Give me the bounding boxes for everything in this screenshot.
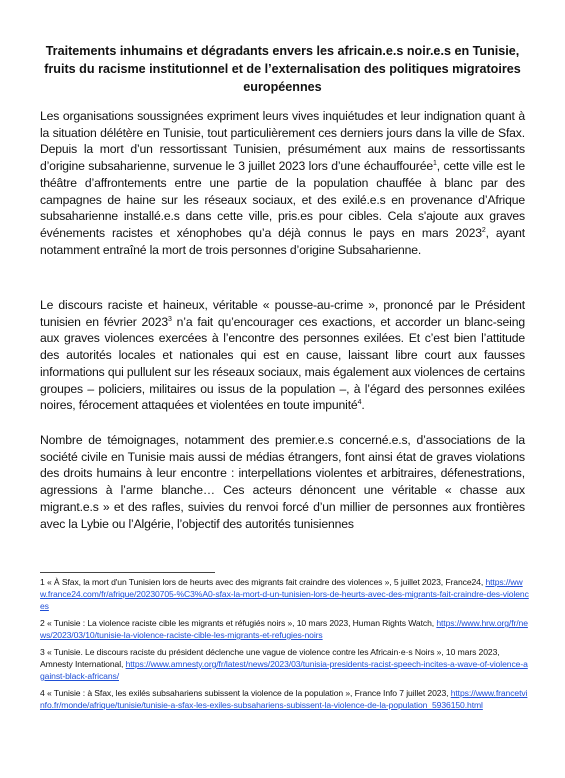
footnote-ref-2[interactable]: 2 <box>481 226 486 234</box>
footnote-3-text: 3 « Tunisie. Le discours raciste du président déclenche une vague de violence contre les Africain·e·s Noirs », 10 mars 2023, Amnesty International, <box>40 647 500 669</box>
paragraph-2-part-b: n’a fait qu’encourager ces exactions, et accorder un blanc-seing aux graves violences exercées à l’encontre des personnes exilées. Et c’est bien l’attitude des autorités locales et nationales qui est en cause, laissant libre court aux fausses informations qui pullulent sur les réseaux sociaux, mais également aux violences de certains groupes – policiers, militaires ou issus de la population –, à l’égard des personnes exilées noires, férocement attaquées et violentées en toute impunité <box>40 314 525 413</box>
footnote-2-text: 2 « Tunisie : La violence raciste cible les migrants et réfugiés noirs », 10 mars 2023, Human Rights Watch, <box>40 618 437 628</box>
footnote-1 <box>40 576 530 612</box>
paragraph-3 <box>40 432 525 532</box>
paragraph-1-part-b: , cette ville est le théâtre d’affrontements entre une partie de la population chauffée à blanc par des campagnes de haine sur les réseaux sociaux, et des exilé.e.s en provenance d’Afrique subsaharienne installé.e.s dans cette ville, pris.es pour cibles. Cela s'ajoute aux graves événements racistes et xénophobes qu’a déjà connus le pays en mars 2023 <box>40 159 525 240</box>
paragraph-2 <box>40 297 525 414</box>
footnote-4 <box>40 687 530 711</box>
footnote-ref-1[interactable]: 1 <box>432 160 437 168</box>
paragraph-1-part-a: Les organisations soussignées expriment leurs vives inquiétudes et leur indignation quant à la situation délétère en Tunisie, tout particulièrement ces derniers jours dans la ville de Sfax. Depuis la mort d’un ressortissant Tunisien, présumément aux mains de ressortissants d’origine subsaharienne, survenue le 3 juillet 2023 lors d’une échauffourée <box>40 109 525 174</box>
paragraph-1 <box>40 108 525 258</box>
footnote-ref-4[interactable]: 4 <box>357 399 362 407</box>
footnote-2-link[interactable]: https://www.hrw.org/fr/news/2023/03/10/tunisie-la-violence-raciste-cible-les-migrants-et-refugies-noirs <box>40 618 528 640</box>
footnote-2 <box>40 617 530 641</box>
footnote-4-link[interactable]: https://www.francetvinfo.fr/monde/afrique/tunisie/tunisie-a-sfax-les-exiles-subsahariens-subissent-la-violence-de-la-population_5936150.html <box>40 688 528 710</box>
footnote-ref-3[interactable]: 3 <box>168 315 172 323</box>
paragraph-3-text: Nombre de témoignages, notamment des premier.e.s concerné.e.s, d’associations de la société civile en Tunisie mais aussi de médias étrangers, font ainsi état de graves violations des droits humains à leur encontre : interpellations violentes et arbitraires, défenestrations, agressions à l’arme blanche… Ces acteurs dénoncent une véritable « chasse aux migrant.e.s » et des rafles, suivies du renvoi forcé d’un millier de personnes aux frontières avec la Lybie ou l’Algérie, l’objectif des autorités tunisiennes <box>40 433 525 531</box>
footnote-3-link[interactable]: https://www.amnesty.org/fr/latest/news/2023/03/tunisia-presidents-racist-speech-incites-a-wave-of-violence-against-black-africans/ <box>40 659 528 681</box>
footnote-3 <box>40 646 530 682</box>
paragraph-2-part-a: Le discours raciste et haineux, véritable « pousse-au-crime », prononcé par le Président tunisien en février 2023 <box>40 298 525 329</box>
footnote-1-text: 1 « À Sfax, la mort d'un Tunisien lors de heurts avec des migrants fait craindre des violences », 5 juillet 2023, France24, <box>40 577 486 587</box>
footnote-4-text: 4 « Tunisie : à Sfax, les exilés subsahariens subissent la violence de la population », France Info 7 juillet 2023, <box>40 688 451 698</box>
paragraph-1-part-c: , ayant notamment entraîné la mort de trois personnes d’origine Subsaharienne. <box>40 225 525 257</box>
document-title: Traitements inhumains et dégradants envers les africain.e.s noir.e.s en Tunisie, fruits du racisme institutionnel et de l’externalisation des politiques migratoires européennes <box>44 44 521 94</box>
footnote-1-link[interactable]: https://www.france24.com/fr/afrique/20230705-%C3%A0-sfax-la-mort-d-un-tunisien-lors-de-heurts-avec-des-migrants-fait-craindre-des-violences <box>40 577 529 611</box>
paragraph-2-part-c: . <box>361 398 365 413</box>
footnote-separator <box>40 572 215 573</box>
